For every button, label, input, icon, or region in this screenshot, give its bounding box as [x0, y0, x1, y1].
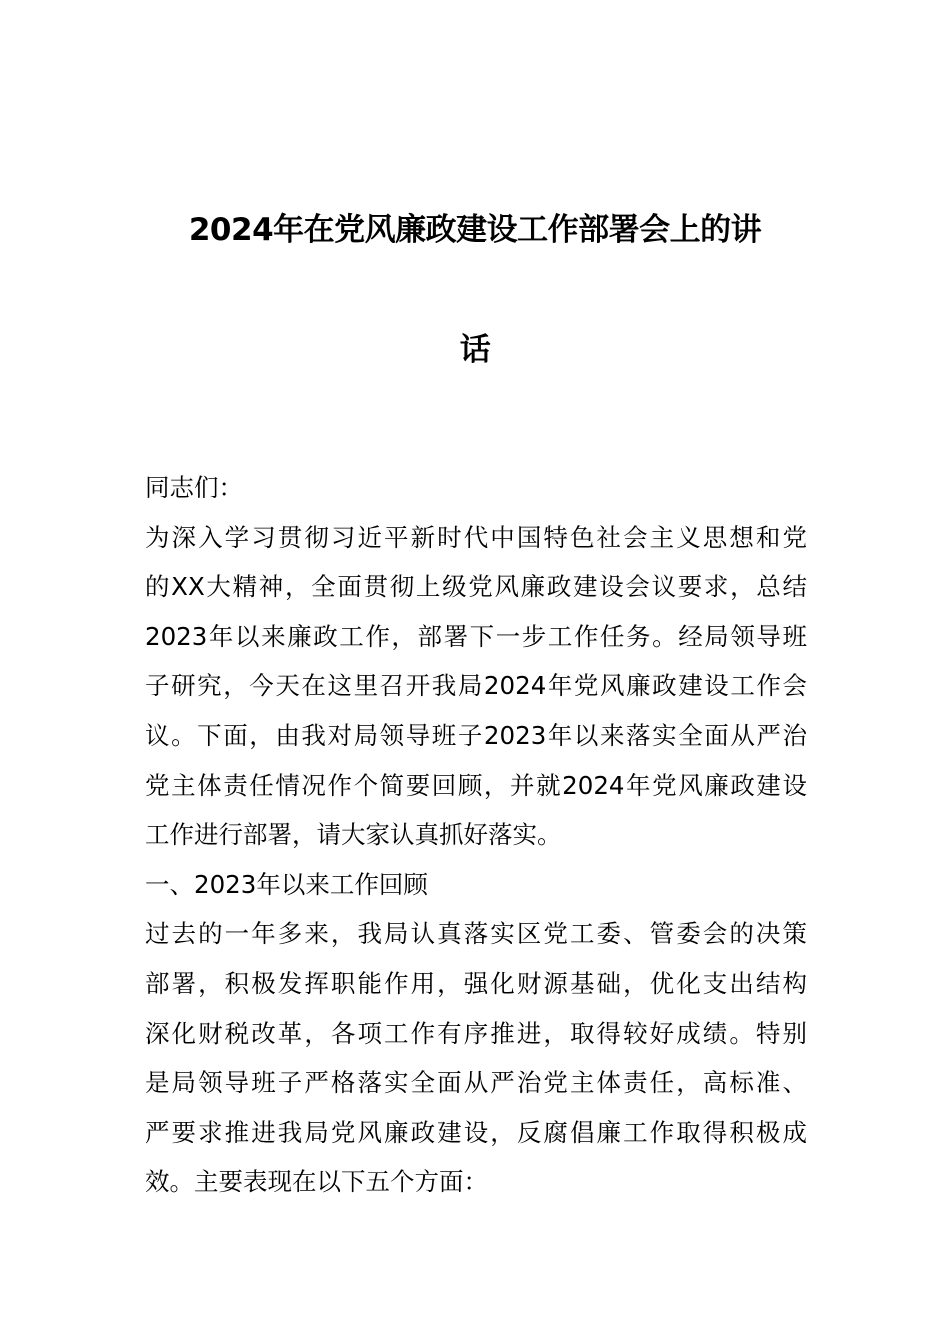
paragraph-line: 严要求推进我局党风廉政建设，反腐倡廉工作取得积极成 [145, 1117, 807, 1147]
paragraph-line: 过去的一年多来，我局认真落实区党工委、管委会的决策 [145, 919, 807, 949]
paragraph-line: 深化财税改革，各项工作有序推进，取得较好成绩。特别 [145, 1018, 807, 1048]
paragraph-line: 议。下面，由我对局领导班子2023年以来落实全面从严治 [145, 720, 807, 750]
paragraph-line: 是局领导班子严格落实全面从严治党主体责任，高标准、 [145, 1068, 807, 1098]
paragraph-line: 子研究，今天在这里召开我局2024年党风廉政建设工作会 [145, 671, 807, 701]
salutation: 同志们： [145, 473, 243, 502]
paragraph-line: 效。主要表现在以下五个方面： [145, 1167, 488, 1197]
paragraph-line: 部署，积极发挥职能作用，强化财源基础，优化支出结构 [145, 968, 807, 998]
document-body [145, 470, 807, 1214]
document-title-line-1 [0, 210, 950, 250]
paragraph-line: 工作进行部署，请大家认真抓好落实。 [145, 820, 562, 850]
paragraph-line: 为深入学习贯彻习近平新时代中国特色社会主义思想和党 [145, 522, 807, 552]
document-title-line-2 [0, 330, 950, 370]
paragraph-line: 党主体责任情况作个简要回顾，并就2024年党风廉政建设 [145, 770, 807, 800]
title-text: 话 [459, 332, 491, 368]
section-heading: 一、2023年以来工作回顾 [145, 869, 428, 899]
paragraph-line: 的XX大精神，全面贯彻上级党风廉政建设会议要求，总结 [145, 572, 807, 602]
title-text: 2024年在党风廉政建设工作部署会上的讲 [188, 212, 762, 248]
paragraph-line: 2023年以来廉政工作，部署下一步工作任务。经局领导班 [145, 621, 807, 651]
